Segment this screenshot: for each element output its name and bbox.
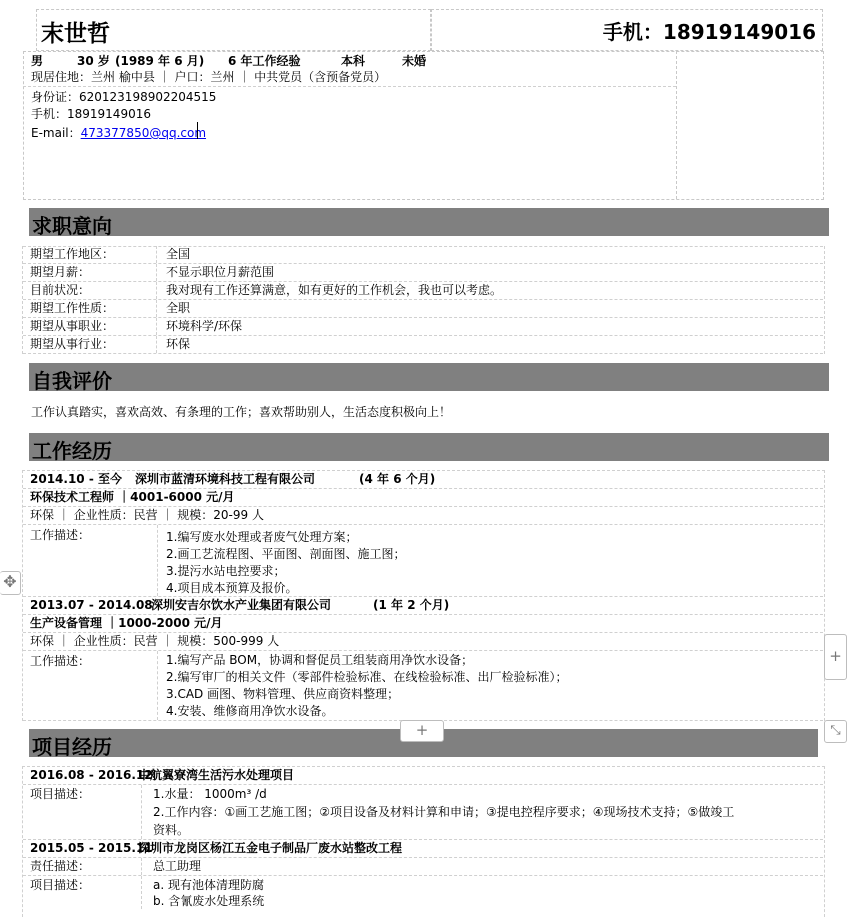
education: 本科 [341, 54, 366, 68]
add-column-button[interactable]: + [824, 634, 847, 680]
project-header [23, 767, 823, 785]
job-company: 深圳安吉尔饮水产业集团有限公司 [151, 598, 332, 612]
residence: 现居住地：兰州 榆中县 ｜ 户口：兰州 ｜ 中共党员（含预备党员） [31, 70, 387, 84]
section-intent-title: 求职意向 [32, 214, 112, 238]
mobile: 手机：18919149016 [31, 107, 151, 121]
job-desc-line: 2.编写审厂的相关文件（零部件检验标准、在线检验标准、出厂检验标准）； [166, 670, 568, 684]
age: 30 岁 [77, 54, 110, 68]
job-desc-divider [157, 525, 158, 596]
project-desc-block [23, 876, 823, 909]
intent-value: 环保 [166, 337, 191, 351]
job-meta-text: 环保 ｜ 企业性质：民营 ｜ 规模：500-999 人 [30, 634, 280, 648]
intent-label: 期望从事行业： [30, 337, 115, 351]
resize-handle-icon[interactable]: ⤡ [824, 720, 847, 743]
project-name: 中航翼寮湾生活污水处理项目 [138, 768, 295, 782]
project-desc-line: 1.水量： 1000m³ /d [153, 787, 267, 801]
project-role-label: 责任描述： [30, 859, 91, 873]
intent-value: 不显示职位月薪范围 [166, 265, 275, 279]
intent-row [23, 336, 823, 354]
job-desc-line: 2.画工艺流程图、平面图、剖面图、施工图； [166, 547, 406, 561]
intent-value: 我对现有工作还算满意，如有更好的工作机会，我也可以考虑。 [166, 283, 503, 297]
job-desc-divider [157, 651, 158, 720]
project-header [23, 840, 823, 858]
email-row [31, 124, 206, 141]
job-title-text: 环保技术工程师 ｜4001-6000 元/月 [30, 490, 235, 504]
job-period: 2013.07 - 2014.08 [30, 598, 153, 612]
self-eval-text: 工作认真踏实，喜欢高效、有条理的工作；喜欢帮助别人，生活态度积极向上！ [31, 405, 452, 419]
section-work-title: 工作经历 [32, 439, 112, 463]
email-link[interactable]: 473377850@qq.com [80, 126, 207, 140]
project-desc-divider [141, 785, 142, 839]
intent-row [23, 300, 823, 318]
intent-row [23, 318, 823, 336]
text-cursor [197, 122, 198, 139]
project-role: 总工助理 [153, 859, 202, 873]
job-desc-block [23, 525, 823, 597]
job-title-text: 生产设备管理 ｜1000-2000 元/月 [30, 616, 223, 630]
section-self [29, 363, 829, 391]
project-desc-divider [141, 876, 142, 909]
intent-label: 期望工作性质： [30, 301, 115, 315]
job-period: 2014.10 - 至今 [30, 472, 122, 486]
job-desc-line: 1.编写产品 BOM，协调和督促员工组装商用净饮水设备； [166, 653, 474, 667]
birth: (1989 年 6 月) [115, 54, 205, 68]
job-meta-text: 环保 ｜ 企业性质：民营 ｜ 规模：20-99 人 [30, 508, 264, 522]
table-move-handle-icon[interactable]: ✥ [0, 571, 21, 595]
project-role-divider [141, 858, 142, 875]
project-desc-line: 资料。 [153, 823, 190, 837]
intent-label: 期望从事职业： [30, 319, 115, 333]
job-desc-block [23, 651, 823, 721]
project-desc-line: 2.工作内容：①画工艺施工图；②项目设备及材料计算和申请；③提电控程序要求；④现场技术支持；⑤做竣工 [153, 805, 735, 819]
job-company: 深圳市蓝清环境科技工程有限公司 [135, 472, 316, 486]
job-desc-label: 工作描述： [30, 654, 91, 668]
intent-row [23, 282, 823, 300]
project-name: 深圳市龙岗区杨江五金电子制品厂废水站整改工程 [138, 841, 403, 855]
intent-label: 目前状况： [30, 283, 91, 297]
intent-value: 全职 [166, 301, 191, 315]
add-row-button[interactable]: + [400, 720, 444, 742]
project-desc-label: 项目描述： [30, 787, 91, 801]
project-period: 2016.08 - 2016.12 [30, 768, 153, 782]
project-desc-line: a. 现有池体清理防腐 [153, 878, 264, 892]
job-title [23, 615, 823, 633]
job-title [23, 489, 823, 507]
job-desc-line: 4.项目成本预算及报价。 [166, 581, 298, 595]
project-desc-block [23, 785, 823, 840]
experience: 6 年工作经验 [228, 54, 301, 68]
job-duration: (1 年 2 个月) [373, 598, 450, 612]
intent-value: 全国 [166, 247, 191, 261]
job-duration: (4 年 6 个月) [359, 472, 436, 486]
photo-area [676, 51, 677, 199]
gender: 男 [31, 54, 44, 68]
job-desc-line: 3.提污水站电控要求； [166, 564, 286, 578]
intent-label: 期望月薪： [30, 265, 91, 279]
section-work [29, 433, 829, 461]
job-meta [23, 633, 823, 651]
intent-value: 环境科学/环保 [166, 319, 243, 333]
section-self-title: 自我评价 [32, 369, 112, 393]
section-intent [29, 208, 829, 236]
id-number: 身份证：620123198902204515 [31, 90, 217, 104]
section-project-title: 项目经历 [32, 735, 112, 759]
marital: 未婚 [402, 54, 427, 68]
project-desc-label: 项目描述： [30, 878, 91, 892]
project-desc-line: b. 含氰废水处理系统 [153, 894, 265, 908]
job-desc-label: 工作描述： [30, 528, 91, 542]
intent-label: 期望工作地区： [30, 247, 115, 261]
job-desc-line: 4.安装、维修商用净饮水设备。 [166, 704, 334, 718]
project-role-row [23, 858, 823, 876]
job-header [23, 597, 823, 615]
job-meta [23, 507, 823, 525]
intent-row [23, 264, 823, 282]
job-header [23, 471, 823, 489]
intent-row [23, 246, 823, 264]
header-phone: 手机：18919149016 [602, 20, 816, 44]
email-label: E-mail： [31, 126, 81, 140]
project-period: 2015.05 - 2015.11 [30, 841, 153, 855]
job-desc-line: 1.编写废水处理或者废气处理方案； [166, 530, 358, 544]
candidate-name: 末世哲 [41, 21, 110, 47]
job-desc-line: 3.CAD 画图、物料管理、供应商资料整理； [166, 687, 400, 701]
basic-divider [23, 86, 676, 87]
